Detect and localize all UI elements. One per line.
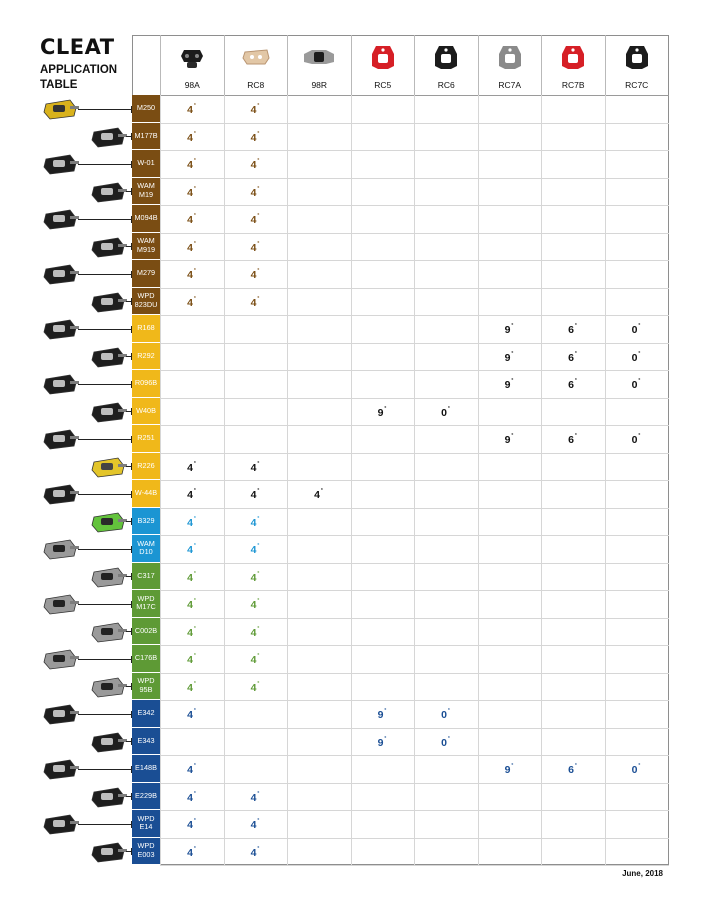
spd-road-cleat-icon bbox=[302, 42, 336, 77]
leader-line bbox=[126, 741, 132, 742]
degree-mark: ° bbox=[257, 680, 260, 687]
degree-mark: ° bbox=[511, 323, 514, 329]
pedal-image-19 bbox=[88, 619, 128, 650]
degree-mark: ° bbox=[193, 845, 196, 852]
row-divider bbox=[160, 343, 669, 344]
degree-mark: ° bbox=[257, 845, 260, 852]
pedal-model-14: W-44B bbox=[132, 480, 160, 508]
rotation-value: 0° bbox=[631, 350, 641, 364]
degree-mark: ° bbox=[193, 103, 196, 109]
pedal-model-15: B329 bbox=[132, 508, 160, 536]
title-line-2: TABLE bbox=[40, 79, 78, 91]
cleat-header-98r bbox=[287, 35, 351, 95]
degree-mark: ° bbox=[193, 763, 196, 769]
rotation-value: 4° bbox=[187, 543, 196, 556]
leader-line bbox=[78, 549, 132, 550]
header-divider bbox=[132, 95, 669, 96]
pedal-model-27: WPD E003 bbox=[132, 838, 160, 866]
degree-mark: ° bbox=[193, 185, 196, 192]
rotation-value: 0° bbox=[631, 763, 641, 776]
pedal-model-24: E148B bbox=[132, 755, 160, 783]
degree-mark: ° bbox=[193, 240, 196, 247]
rotation-value: 6° bbox=[568, 323, 577, 336]
degree-mark: ° bbox=[257, 240, 260, 247]
pedal-model-5: WAM M919 bbox=[132, 233, 160, 261]
pedal-model-4: M094B bbox=[132, 205, 160, 233]
degree-mark: ° bbox=[638, 433, 641, 439]
rotation-value: 4° bbox=[187, 625, 196, 639]
rotation-value: 4° bbox=[187, 763, 196, 776]
cleat-name: RC5 bbox=[374, 80, 392, 90]
row-divider bbox=[160, 453, 669, 454]
rotation-value: 4° bbox=[250, 625, 260, 639]
cleat-name: 98R bbox=[311, 80, 328, 90]
leader-line bbox=[126, 576, 132, 577]
pedal-model-10: R096B bbox=[132, 370, 160, 398]
pedal-image-17 bbox=[88, 564, 128, 595]
rotation-value: 4° bbox=[250, 653, 260, 666]
rotation-value: 4° bbox=[250, 515, 260, 529]
pedal-model-6: M279 bbox=[132, 260, 160, 288]
cleat-header-rc8 bbox=[224, 35, 288, 95]
row-divider bbox=[160, 260, 669, 261]
pedal-model-19: C002B bbox=[132, 618, 160, 646]
pedal-model-17: C317 bbox=[132, 563, 160, 591]
row-divider bbox=[160, 535, 669, 536]
degree-mark: ° bbox=[193, 625, 196, 632]
rotation-value: 4° bbox=[250, 598, 260, 611]
rotation-value: 4° bbox=[187, 515, 196, 529]
cleat-name: 98A bbox=[184, 80, 200, 90]
rotation-value: 4° bbox=[250, 240, 260, 254]
leader-line bbox=[78, 769, 132, 770]
rotation-value: 9° bbox=[504, 763, 514, 776]
degree-mark: ° bbox=[193, 488, 196, 494]
degree-mark: ° bbox=[193, 790, 196, 797]
leader-line bbox=[126, 851, 132, 852]
degree-mark: ° bbox=[574, 378, 577, 384]
degree-mark: ° bbox=[257, 543, 260, 549]
cleat-name: RC7B bbox=[561, 80, 585, 90]
pedal-image-4 bbox=[40, 206, 80, 237]
rotation-value: 4° bbox=[250, 185, 260, 199]
table-title bbox=[40, 36, 117, 93]
degree-mark: ° bbox=[384, 405, 387, 412]
leader-line bbox=[78, 219, 132, 220]
cleat-header-rc7b bbox=[541, 35, 605, 95]
row-divider bbox=[160, 838, 669, 839]
row-divider bbox=[160, 755, 669, 756]
degree-mark: ° bbox=[447, 735, 450, 742]
degree-mark: ° bbox=[257, 460, 260, 467]
row-divider bbox=[160, 480, 669, 481]
rotation-value: 6° bbox=[568, 763, 577, 776]
rotation-value: 4° bbox=[187, 708, 196, 721]
rotation-value: 4° bbox=[250, 488, 260, 501]
degree-mark: ° bbox=[193, 708, 196, 714]
title-subtitle bbox=[40, 63, 117, 93]
rotation-value: 4° bbox=[187, 240, 196, 254]
pedal-image-13 bbox=[88, 454, 128, 485]
rotation-value: 4° bbox=[250, 158, 260, 171]
pedal-model-22: E342 bbox=[132, 700, 160, 728]
rotation-value: 6° bbox=[568, 350, 577, 364]
pedal-image-23 bbox=[88, 729, 128, 760]
rotation-value: 4° bbox=[187, 460, 196, 474]
leader-line bbox=[126, 521, 132, 522]
degree-mark: ° bbox=[193, 598, 196, 604]
road-cleat-black-icon bbox=[620, 42, 654, 77]
pedal-model-1: M177B bbox=[132, 123, 160, 151]
pedal-model-26: WPD E14 bbox=[132, 810, 160, 838]
footer-date: June, 2018 bbox=[622, 869, 663, 878]
degree-mark: ° bbox=[257, 818, 260, 824]
degree-mark: ° bbox=[638, 378, 641, 384]
rotation-value: 4° bbox=[250, 268, 260, 281]
mtb-cleat-brass-icon bbox=[239, 42, 273, 77]
pedal-model-16: WAM D10 bbox=[132, 535, 160, 563]
pedal-image-22 bbox=[40, 701, 80, 732]
rotation-value: 0° bbox=[441, 735, 450, 749]
rotation-value: 4° bbox=[187, 213, 196, 226]
degree-mark: ° bbox=[193, 295, 196, 302]
degree-mark: ° bbox=[574, 350, 577, 357]
rotation-value: 4° bbox=[250, 130, 260, 144]
row-divider bbox=[160, 315, 669, 316]
degree-mark: ° bbox=[511, 433, 514, 439]
row-divider bbox=[160, 700, 669, 701]
pedal-model-18: WPD M17C bbox=[132, 590, 160, 618]
title-line-1: APPLICATION bbox=[40, 64, 118, 76]
title-main: CLEAT bbox=[40, 35, 115, 59]
row-divider bbox=[160, 425, 669, 426]
row-divider bbox=[160, 645, 669, 646]
pedal-image-0 bbox=[40, 96, 80, 127]
pedal-model-13: R226 bbox=[132, 453, 160, 481]
pedal-image-1 bbox=[88, 124, 128, 155]
leader-line bbox=[126, 246, 132, 247]
degree-mark: ° bbox=[574, 323, 577, 329]
degree-mark: ° bbox=[257, 213, 260, 219]
rotation-value: 4° bbox=[314, 488, 323, 501]
pedal-image-27 bbox=[88, 839, 128, 870]
degree-mark: ° bbox=[574, 763, 577, 769]
degree-mark: ° bbox=[257, 185, 260, 192]
row-divider bbox=[160, 618, 669, 619]
leader-line bbox=[126, 466, 132, 467]
cleat-name: RC7A bbox=[498, 80, 522, 90]
rotation-value: 0° bbox=[441, 405, 450, 419]
leader-line bbox=[78, 659, 132, 660]
degree-mark: ° bbox=[193, 130, 196, 137]
pedal-model-12: R251 bbox=[132, 425, 160, 453]
rotation-value: 4° bbox=[250, 818, 260, 831]
row-divider bbox=[160, 810, 669, 811]
rotation-value: 0° bbox=[631, 323, 641, 336]
degree-mark: ° bbox=[447, 405, 450, 412]
row-divider bbox=[160, 370, 669, 371]
leader-line bbox=[126, 686, 132, 687]
rotation-value: 9° bbox=[504, 323, 514, 336]
cleat-name: RC6 bbox=[437, 80, 455, 90]
degree-mark: ° bbox=[574, 433, 577, 439]
row-divider bbox=[160, 563, 669, 564]
degree-mark: ° bbox=[257, 625, 260, 632]
rotation-value: 4° bbox=[187, 845, 196, 859]
rotation-value: 9° bbox=[504, 350, 514, 364]
mtb-cleat-icon bbox=[175, 42, 209, 77]
pedal-model-25: E229B bbox=[132, 783, 160, 811]
rotation-value: 4° bbox=[250, 790, 260, 804]
pedal-image-7 bbox=[88, 289, 128, 320]
rotation-value: 6° bbox=[568, 378, 577, 391]
degree-mark: ° bbox=[384, 735, 387, 742]
rotation-value: 0° bbox=[631, 433, 641, 446]
road-cleat-black-icon bbox=[429, 42, 463, 77]
header-corner bbox=[132, 35, 160, 95]
degree-mark: ° bbox=[447, 708, 450, 714]
cleat-name: RC8 bbox=[247, 80, 265, 90]
rotation-value: 4° bbox=[187, 488, 196, 501]
cleat-header-rc7a bbox=[478, 35, 542, 95]
pedal-model-20: C176B bbox=[132, 645, 160, 673]
rotation-value: 4° bbox=[187, 790, 196, 804]
pedal-image-25 bbox=[88, 784, 128, 815]
degree-mark: ° bbox=[257, 103, 260, 109]
degree-mark: ° bbox=[257, 158, 260, 164]
degree-mark: ° bbox=[193, 268, 196, 274]
degree-mark: ° bbox=[193, 460, 196, 467]
rotation-value: 4° bbox=[187, 570, 196, 584]
rotation-value: 4° bbox=[187, 158, 196, 171]
leader-line bbox=[126, 356, 132, 357]
leader-line bbox=[78, 714, 132, 715]
rotation-value: 4° bbox=[250, 103, 260, 116]
pedal-image-24 bbox=[40, 756, 80, 787]
pedal-image-10 bbox=[40, 371, 80, 402]
road-cleat-red-icon bbox=[556, 42, 590, 77]
pedal-model-2: W-01 bbox=[132, 150, 160, 178]
degree-mark: ° bbox=[193, 213, 196, 219]
degree-mark: ° bbox=[193, 515, 196, 522]
pedal-image-2 bbox=[40, 151, 80, 182]
degree-mark: ° bbox=[193, 570, 196, 577]
pedal-image-8 bbox=[40, 316, 80, 347]
rotation-value: 4° bbox=[250, 213, 260, 226]
degree-mark: ° bbox=[511, 763, 514, 769]
leader-line bbox=[126, 301, 132, 302]
degree-mark: ° bbox=[193, 158, 196, 164]
leader-line bbox=[78, 274, 132, 275]
rotation-value: 4° bbox=[250, 295, 260, 309]
rotation-value: 4° bbox=[187, 185, 196, 199]
rotation-value: 4° bbox=[187, 295, 196, 309]
row-divider bbox=[160, 288, 669, 289]
degree-mark: ° bbox=[257, 295, 260, 302]
rotation-value: 4° bbox=[187, 680, 196, 694]
rotation-value: 4° bbox=[250, 543, 260, 556]
row-divider bbox=[160, 508, 669, 509]
row-divider bbox=[160, 783, 669, 784]
degree-mark: ° bbox=[384, 708, 387, 714]
row-divider bbox=[160, 865, 669, 866]
degree-mark: ° bbox=[257, 268, 260, 274]
cleat-name: RC7C bbox=[625, 80, 649, 90]
cleat-header-rc6 bbox=[414, 35, 478, 95]
leader-line bbox=[126, 191, 132, 192]
row-divider bbox=[160, 205, 669, 206]
road-cleat-grey-icon bbox=[493, 42, 527, 77]
row-divider bbox=[160, 150, 669, 151]
leader-line bbox=[78, 164, 132, 165]
rotation-value: 9° bbox=[377, 708, 387, 721]
row-divider bbox=[160, 233, 669, 234]
row-divider bbox=[160, 728, 669, 729]
leader-line bbox=[78, 329, 132, 330]
rotation-value: 4° bbox=[187, 818, 196, 831]
rotation-value: 4° bbox=[250, 570, 260, 584]
pedal-image-14 bbox=[40, 481, 80, 512]
pedal-model-9: R292 bbox=[132, 343, 160, 371]
rotation-value: 4° bbox=[187, 268, 196, 281]
pedal-image-21 bbox=[88, 674, 128, 705]
pedal-image-11 bbox=[88, 399, 128, 430]
pedal-image-15 bbox=[88, 509, 128, 540]
rotation-value: 6° bbox=[568, 433, 577, 446]
rotation-value: 4° bbox=[250, 845, 260, 859]
cleat-header-rc5 bbox=[351, 35, 415, 95]
rotation-value: 9° bbox=[377, 735, 387, 749]
leader-line bbox=[78, 604, 132, 605]
degree-mark: ° bbox=[511, 350, 514, 357]
rotation-value: 9° bbox=[377, 405, 387, 419]
pedal-model-23: E343 bbox=[132, 728, 160, 756]
leader-line bbox=[126, 796, 132, 797]
degree-mark: ° bbox=[638, 350, 641, 357]
degree-mark: ° bbox=[257, 598, 260, 604]
degree-mark: ° bbox=[257, 515, 260, 522]
cleat-header-rc7c bbox=[605, 35, 669, 95]
cleat-header-98a bbox=[160, 35, 224, 95]
pedal-image-20 bbox=[40, 646, 80, 677]
leader-line bbox=[126, 631, 132, 632]
rotation-value: 4° bbox=[187, 130, 196, 144]
rotation-value: 9° bbox=[504, 433, 514, 446]
rotation-value: 0° bbox=[631, 378, 641, 391]
pedal-model-11: W40B bbox=[132, 398, 160, 426]
leader-line bbox=[78, 824, 132, 825]
degree-mark: ° bbox=[257, 130, 260, 137]
leader-line bbox=[78, 494, 132, 495]
degree-mark: ° bbox=[638, 763, 641, 769]
rotation-value: 4° bbox=[187, 103, 196, 116]
row-divider bbox=[160, 178, 669, 179]
degree-mark: ° bbox=[257, 790, 260, 797]
pedal-model-7: WPD 823DU bbox=[132, 288, 160, 316]
rotation-value: 4° bbox=[250, 680, 260, 694]
pedal-image-16 bbox=[40, 536, 80, 567]
rotation-value: 4° bbox=[187, 653, 196, 666]
leader-line bbox=[126, 136, 132, 137]
pedal-model-0: M250 bbox=[132, 95, 160, 123]
degree-mark: ° bbox=[320, 488, 323, 494]
pedal-model-3: WAM M19 bbox=[132, 178, 160, 206]
pedal-image-3 bbox=[88, 179, 128, 210]
leader-line bbox=[78, 384, 132, 385]
rotation-value: 0° bbox=[441, 708, 450, 721]
road-cleat-red-icon bbox=[366, 42, 400, 77]
degree-mark: ° bbox=[193, 680, 196, 687]
degree-mark: ° bbox=[257, 488, 260, 494]
row-divider bbox=[160, 398, 669, 399]
pedal-image-12 bbox=[40, 426, 80, 457]
degree-mark: ° bbox=[193, 543, 196, 549]
row-divider bbox=[160, 123, 669, 124]
rotation-value: 9° bbox=[504, 378, 514, 391]
pedal-model-8: R168 bbox=[132, 315, 160, 343]
leader-line bbox=[78, 439, 132, 440]
pedal-image-6 bbox=[40, 261, 80, 292]
rotation-value: 4° bbox=[187, 598, 196, 611]
row-divider bbox=[160, 673, 669, 674]
degree-mark: ° bbox=[193, 818, 196, 824]
leader-line bbox=[78, 109, 132, 110]
pedal-model-21: WPD 95B bbox=[132, 673, 160, 701]
degree-mark: ° bbox=[638, 323, 641, 329]
degree-mark: ° bbox=[257, 653, 260, 659]
row-divider bbox=[160, 590, 669, 591]
pedal-image-18 bbox=[40, 591, 80, 622]
rotation-value: 4° bbox=[250, 460, 260, 474]
pedal-image-26 bbox=[40, 811, 80, 842]
pedal-image-9 bbox=[88, 344, 128, 375]
degree-mark: ° bbox=[193, 653, 196, 659]
leader-line bbox=[126, 411, 132, 412]
degree-mark: ° bbox=[511, 378, 514, 384]
degree-mark: ° bbox=[257, 570, 260, 577]
pedal-image-5 bbox=[88, 234, 128, 265]
